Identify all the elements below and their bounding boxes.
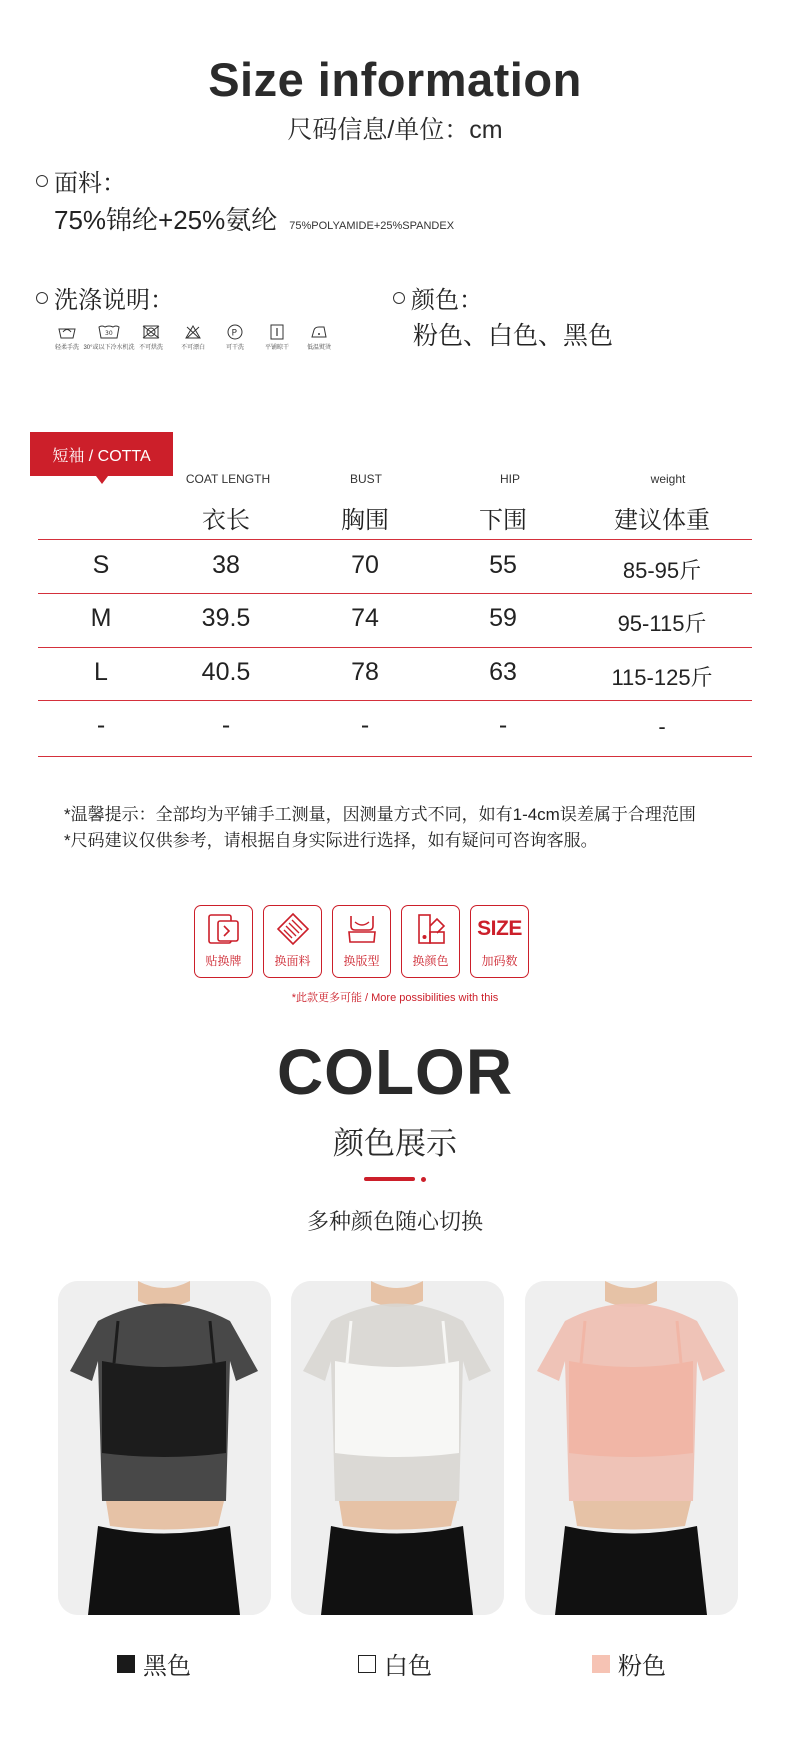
col-header-cn-bust: 胸围 (341, 507, 389, 534)
bullet-circle-icon (36, 292, 48, 304)
feature-style-swap: 换版型 (332, 905, 391, 978)
size-add-icon: SIZE (477, 917, 522, 940)
note-line: *尺码建议仅供参考，请根据自身实际进行选择，如有疑问可咨询客服。 (64, 831, 598, 850)
col-header-en-weight: weight (650, 472, 686, 486)
table-cell-weight: 85-95斤 (622, 558, 702, 583)
table-cell-length: 40.5 (201, 658, 251, 686)
color-section-title-cn: 颜色展示 (333, 1126, 457, 1161)
white-swatch-icon (358, 1655, 376, 1673)
dry-clean-p-icon (224, 324, 246, 340)
care-item: 不可漂白 (176, 324, 210, 351)
accent-dot (421, 1177, 426, 1182)
table-cell-size: L (94, 658, 108, 686)
page-subtitle: 尺码信息/单位：cm (287, 116, 503, 144)
colors-heading (393, 280, 483, 315)
table-divider (38, 700, 752, 701)
table-cell-length: - (221, 711, 231, 739)
svg-text:P: P (231, 328, 237, 339)
care-item: 30 30°或以下冷水机洗 (92, 324, 126, 351)
table-divider (38, 593, 752, 594)
table-cell-bust: 74 (351, 604, 379, 632)
fabric-value-cn: 75%锦纶+25%氨纶 (54, 205, 278, 235)
label-swap-icon (204, 912, 244, 946)
bullet-circle-icon (36, 175, 48, 187)
table-cell-hip: - (498, 711, 508, 739)
measurement-notes (64, 802, 696, 854)
bullet-circle-icon (393, 292, 405, 304)
care-heading (36, 280, 174, 315)
feature-size-add: SIZE 加码数 (470, 905, 529, 978)
no-bleach-icon (182, 324, 204, 340)
tag-pointer (96, 476, 108, 484)
table-cell-bust: 70 (351, 551, 379, 579)
care-item: 轻柔手洗 (50, 324, 84, 351)
swatch-label-black: 黑色 (117, 1646, 191, 1681)
product-photo-pink (525, 1281, 738, 1615)
note-line: *温馨提示：全部均为平铺手工测量，因测量方式不同，如有1-4cm误差属于合理范围 (64, 805, 696, 824)
care-icons (50, 324, 336, 351)
table-cell-weight: - (658, 714, 666, 739)
fabric-label: 面料： (54, 170, 126, 197)
page-title: Size information (208, 53, 582, 106)
swatch-label-pink: 粉色 (592, 1646, 666, 1681)
table-cell-size: M (90, 604, 112, 632)
customization-options (194, 905, 529, 978)
accent-bar (364, 1177, 415, 1181)
fabric-value-en: 75%POLYAMIDE+25%SPANDEX (289, 220, 455, 232)
colors-label: 颜色： (411, 287, 483, 314)
col-header-cn-hip: 下围 (479, 507, 527, 534)
care-item: 平铺晾干 (260, 324, 294, 351)
color-swap-icon (411, 912, 451, 946)
product-photo-white (291, 1281, 504, 1615)
table-cell-weight: 95-115斤 (617, 611, 707, 636)
table-cell-bust: - (360, 711, 370, 739)
dry-flat-icon (266, 324, 288, 340)
col-header-cn-length: 衣长 (202, 507, 250, 534)
no-tumble-dry-icon (140, 324, 162, 340)
table-cell-weight: 115-125斤 (611, 665, 713, 690)
care-item: 低温熨烫 (302, 324, 336, 351)
feature-fabric-swap: 换面料 (263, 905, 322, 978)
table-divider (38, 647, 752, 648)
care-item: 不可烘洗 (134, 324, 168, 351)
color-section-subtitle: 多种颜色随心切换 (306, 1209, 483, 1234)
col-header-en-bust: BUST (349, 472, 383, 486)
category-tag: 短袖 / COTTA (30, 432, 173, 476)
fabric-composition (54, 200, 454, 237)
col-header-en-hip: HIP (499, 472, 521, 486)
swatch-label-white: 白色 (358, 1646, 432, 1681)
col-header-en-length: COAT LENGTH (185, 472, 271, 486)
black-swatch-icon (117, 1655, 135, 1673)
product-photo-black (58, 1281, 271, 1615)
fabric-heading (36, 163, 126, 198)
table-divider (38, 756, 752, 757)
pink-swatch-icon (592, 1655, 610, 1673)
svg-text:30: 30 (105, 330, 113, 337)
more-possibilities-note: *此款更多可能 / More possibilities with this (291, 992, 499, 1004)
table-cell-hip: 59 (489, 604, 517, 632)
fabric-swap-icon (273, 912, 313, 946)
col-header-cn-weight: 建议体重 (614, 507, 710, 534)
hand-wash-icon (56, 324, 78, 340)
table-cell-hip: 55 (489, 551, 517, 579)
table-cell-length: 38 (212, 551, 240, 579)
color-section-title: COLOR (276, 1036, 514, 1108)
feature-label-swap: 贴换牌 (194, 905, 253, 978)
table-cell-bust: 78 (351, 658, 379, 686)
machine-wash-30-icon (98, 324, 120, 340)
colors-value: 粉色、白色、黑色 (413, 322, 614, 350)
table-divider (38, 539, 752, 540)
style-swap-icon (342, 912, 382, 946)
care-label: 洗涤说明： (54, 287, 174, 314)
table-cell-length: 39.5 (201, 604, 251, 632)
feature-color-swap: 换颜色 (401, 905, 460, 978)
low-iron-icon (308, 324, 330, 340)
table-cell-hip: 63 (489, 658, 517, 686)
care-item: P 可干洗 (218, 324, 252, 351)
table-cell-size: S (92, 551, 110, 579)
table-cell-size: - (96, 711, 106, 739)
